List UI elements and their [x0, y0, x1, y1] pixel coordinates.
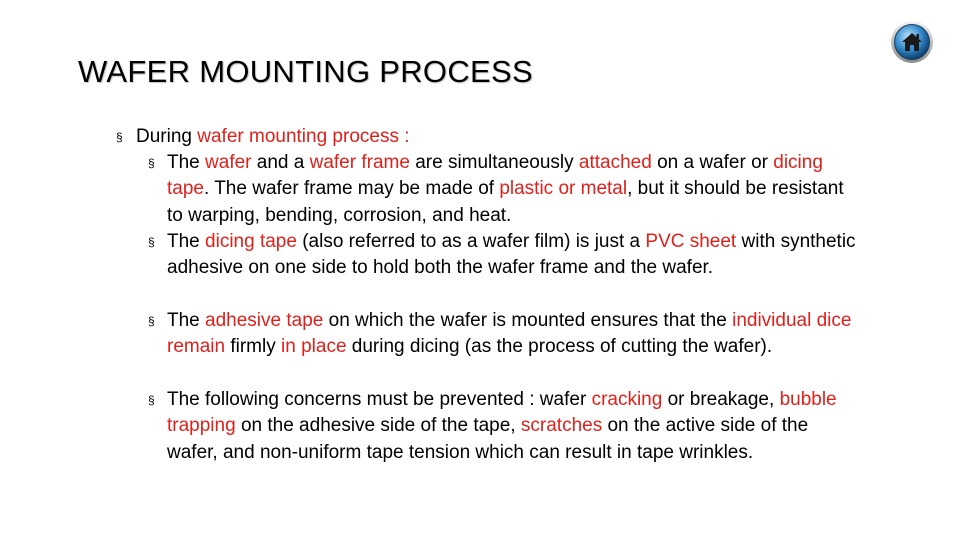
bullet-item-dicing-tape — [148, 229, 858, 282]
square-bullet-icon: § — [148, 156, 155, 170]
bullet-item-adhesive-tape — [148, 308, 858, 361]
item-text: The dicing tape (also referred to as a wafer film) is just a PVC sheet with synthetic adhesive on one side to hold both the wafer frame and the wafer. — [167, 231, 856, 279]
bullet-level1 — [116, 124, 410, 151]
bullet-item-mounting — [148, 150, 858, 229]
item-text: The adhesive tape on which the wafer is mounted ensures that the individual dice remain firmly in place during dicing (as the process of cutting the wafer). — [167, 310, 852, 358]
level1-text: During wafer mounting process : — [136, 126, 410, 147]
home-icon — [890, 20, 934, 64]
bullet-item-concerns — [148, 387, 858, 466]
square-bullet-icon: § — [148, 235, 155, 249]
home-button[interactable] — [890, 20, 934, 64]
square-bullet-icon: § — [148, 314, 155, 328]
slide-title: WAFER MOUNTING PROCESS — [78, 54, 533, 89]
square-bullet-icon: § — [116, 130, 123, 144]
item-text: The wafer and a wafer frame are simultaneously attached on a wafer or dicing tape. The wafer frame may be made of plastic or metal, but it should be resistant to warping, bending, corrosion, and heat. — [167, 152, 844, 226]
item-text: The following concerns must be prevented : wafer cracking or breakage, bubble trapping on the adhesive side of the tape, scratches on the active side of the wafer, and non-uniform tape tension which can result in tape wrinkles. — [167, 389, 837, 463]
square-bullet-icon: § — [148, 393, 155, 407]
